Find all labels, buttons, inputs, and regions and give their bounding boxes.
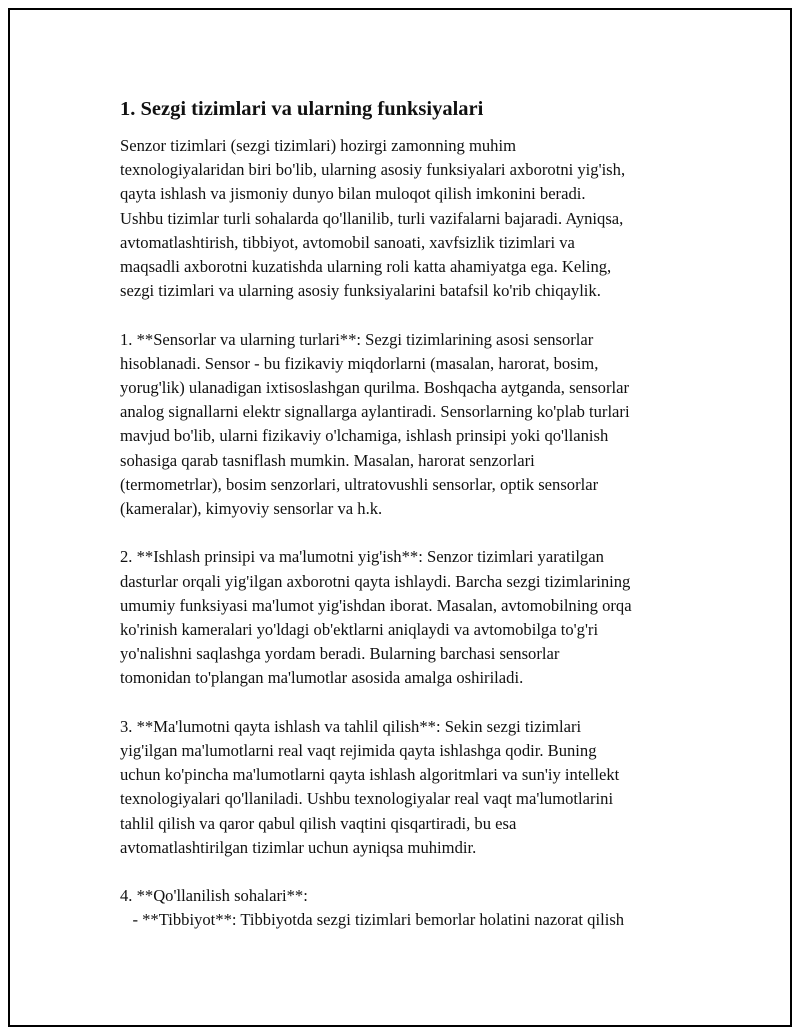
text-line: 1. **Sensorlar va ularning turlari**: Sezgi tizimlarining asosi sensorlar [120,329,594,349]
text-line: 3. **Ma'lumotni qayta ishlash va tahlil qilish**: Sekin sezgi tizimlari [120,716,582,736]
text-line: sohasiga qarab tasniflash mumkin. Masalan, harorat senzorlari [120,450,535,470]
text-line: umumiy funksiyasi ma'lumot yig'ishdan iborat. Masalan, avtomobilning orqa [120,595,632,615]
paragraph-gap [120,860,700,884]
text-line: Ushbu tizimlar turli sohalarda qo'llanilib, turli vazifalarni bajaradi. Ayniqsa, [120,208,624,228]
text-line: texnologiyalaridan biri bo'lib, ularning asosiy funksiyalari axborotni yig'ish, [120,160,626,180]
text-line: sezgi tizimlari va ularning asosiy funksiyalarini batafsil ko'rib chiqaylik. [120,281,601,301]
text-line: avtomatlashtirilgan tizimlar uchun ayniqsa muhimdir. [120,837,477,857]
text-line: 4. **Qo'llanilish sohalari**: [120,886,308,906]
text-line: - **Tibbiyot**: Tibbiyotda sezgi tizimlari bemorlar holatini nazorat qilish [120,910,625,930]
text-line: ko'rinish kameralari yo'ldagi ob'ektlarni aniqlaydi va avtomobilga to'g'ri [120,620,599,640]
text-line: dasturlar orqali yig'ilgan axborotni qayta ishlaydi. Barcha sezgi tizimlarining [120,571,631,591]
section-heading: 1. Sezgi tizimlari va ularning funksiyalari [120,98,484,120]
text-line: mavjud bo'lib, ularni fizikaviy o'lchamiga, ishlash prinsipi yoki qo'llanish [120,426,609,446]
document-body [120,96,700,933]
text-line: tahlil qilish va qaror qabul qilish vaqtini qisqartiradi, bu esa [120,813,517,833]
text-line: (termometrlar), bosim senzorlari, ultratovushli sensorlar, optik sensorlar [120,474,599,494]
text-line: yo'nalishni saqlashga yordam beradi. Bularning barchasi sensorlar [120,644,560,664]
text-line: (kameralar), kimyoviy sensorlar va h.k. [120,499,383,519]
text-line: maqsadli axborotni kuzatishda ularning roli katta ahamiyatga ega. Keling, [120,257,612,277]
text-line: Senzor tizimlari (sezgi tizimlari) hozirgi zamonning muhim [120,136,516,155]
paragraph-gap [120,691,700,715]
text-line: yig'ilgan ma'lumotlarni real vaqt rejimida qayta ishlashga qodir. Buning [120,741,597,761]
text-line: 2. **Ishlash prinsipi va ma'lumotni yig'ish**: Senzor tizimlari yaratilgan [120,547,604,567]
paragraph-processing [120,715,700,860]
text-line: yorug'lik) ulanadigan ixtisoslashgan qurilma. Boshqacha aytganda, sensorlar [120,378,629,398]
text-line: uchun ko'pincha ma'lumotlarni qayta ishlash algoritmlari va sun'iy intellekt [120,765,620,785]
paragraph-applications [120,884,700,932]
text-line: qayta ishlash va jismoniy dunyo bilan muloqot qilish imkonini beradi. [120,184,586,204]
text-line: hisoblanadi. Sensor - bu fizikaviy miqdorlarni (masalan, harorat, bosim, [120,353,599,373]
text-line: tomonidan to'plangan ma'lumotlar asosida amalga oshiriladi. [120,668,524,688]
text-line: analog signallarni elektr signallarga aylantiradi. Sensorlarning ko'plab turlari [120,402,630,422]
paragraph-intro [120,134,700,303]
paragraph-gap [120,303,700,327]
paragraph-gap [120,521,700,545]
text-line: texnologiyalari qo'llaniladi. Ushbu texnologiyalar real vaqt ma'lumotlarini [120,789,614,809]
text-line: avtomatlashtirish, tibbiyot, avtomobil sanoati, xavfsizlik tizimlari va [120,232,575,252]
page-frame [8,8,792,1027]
paragraph-sensors [120,328,700,522]
paragraph-principle [120,545,700,690]
